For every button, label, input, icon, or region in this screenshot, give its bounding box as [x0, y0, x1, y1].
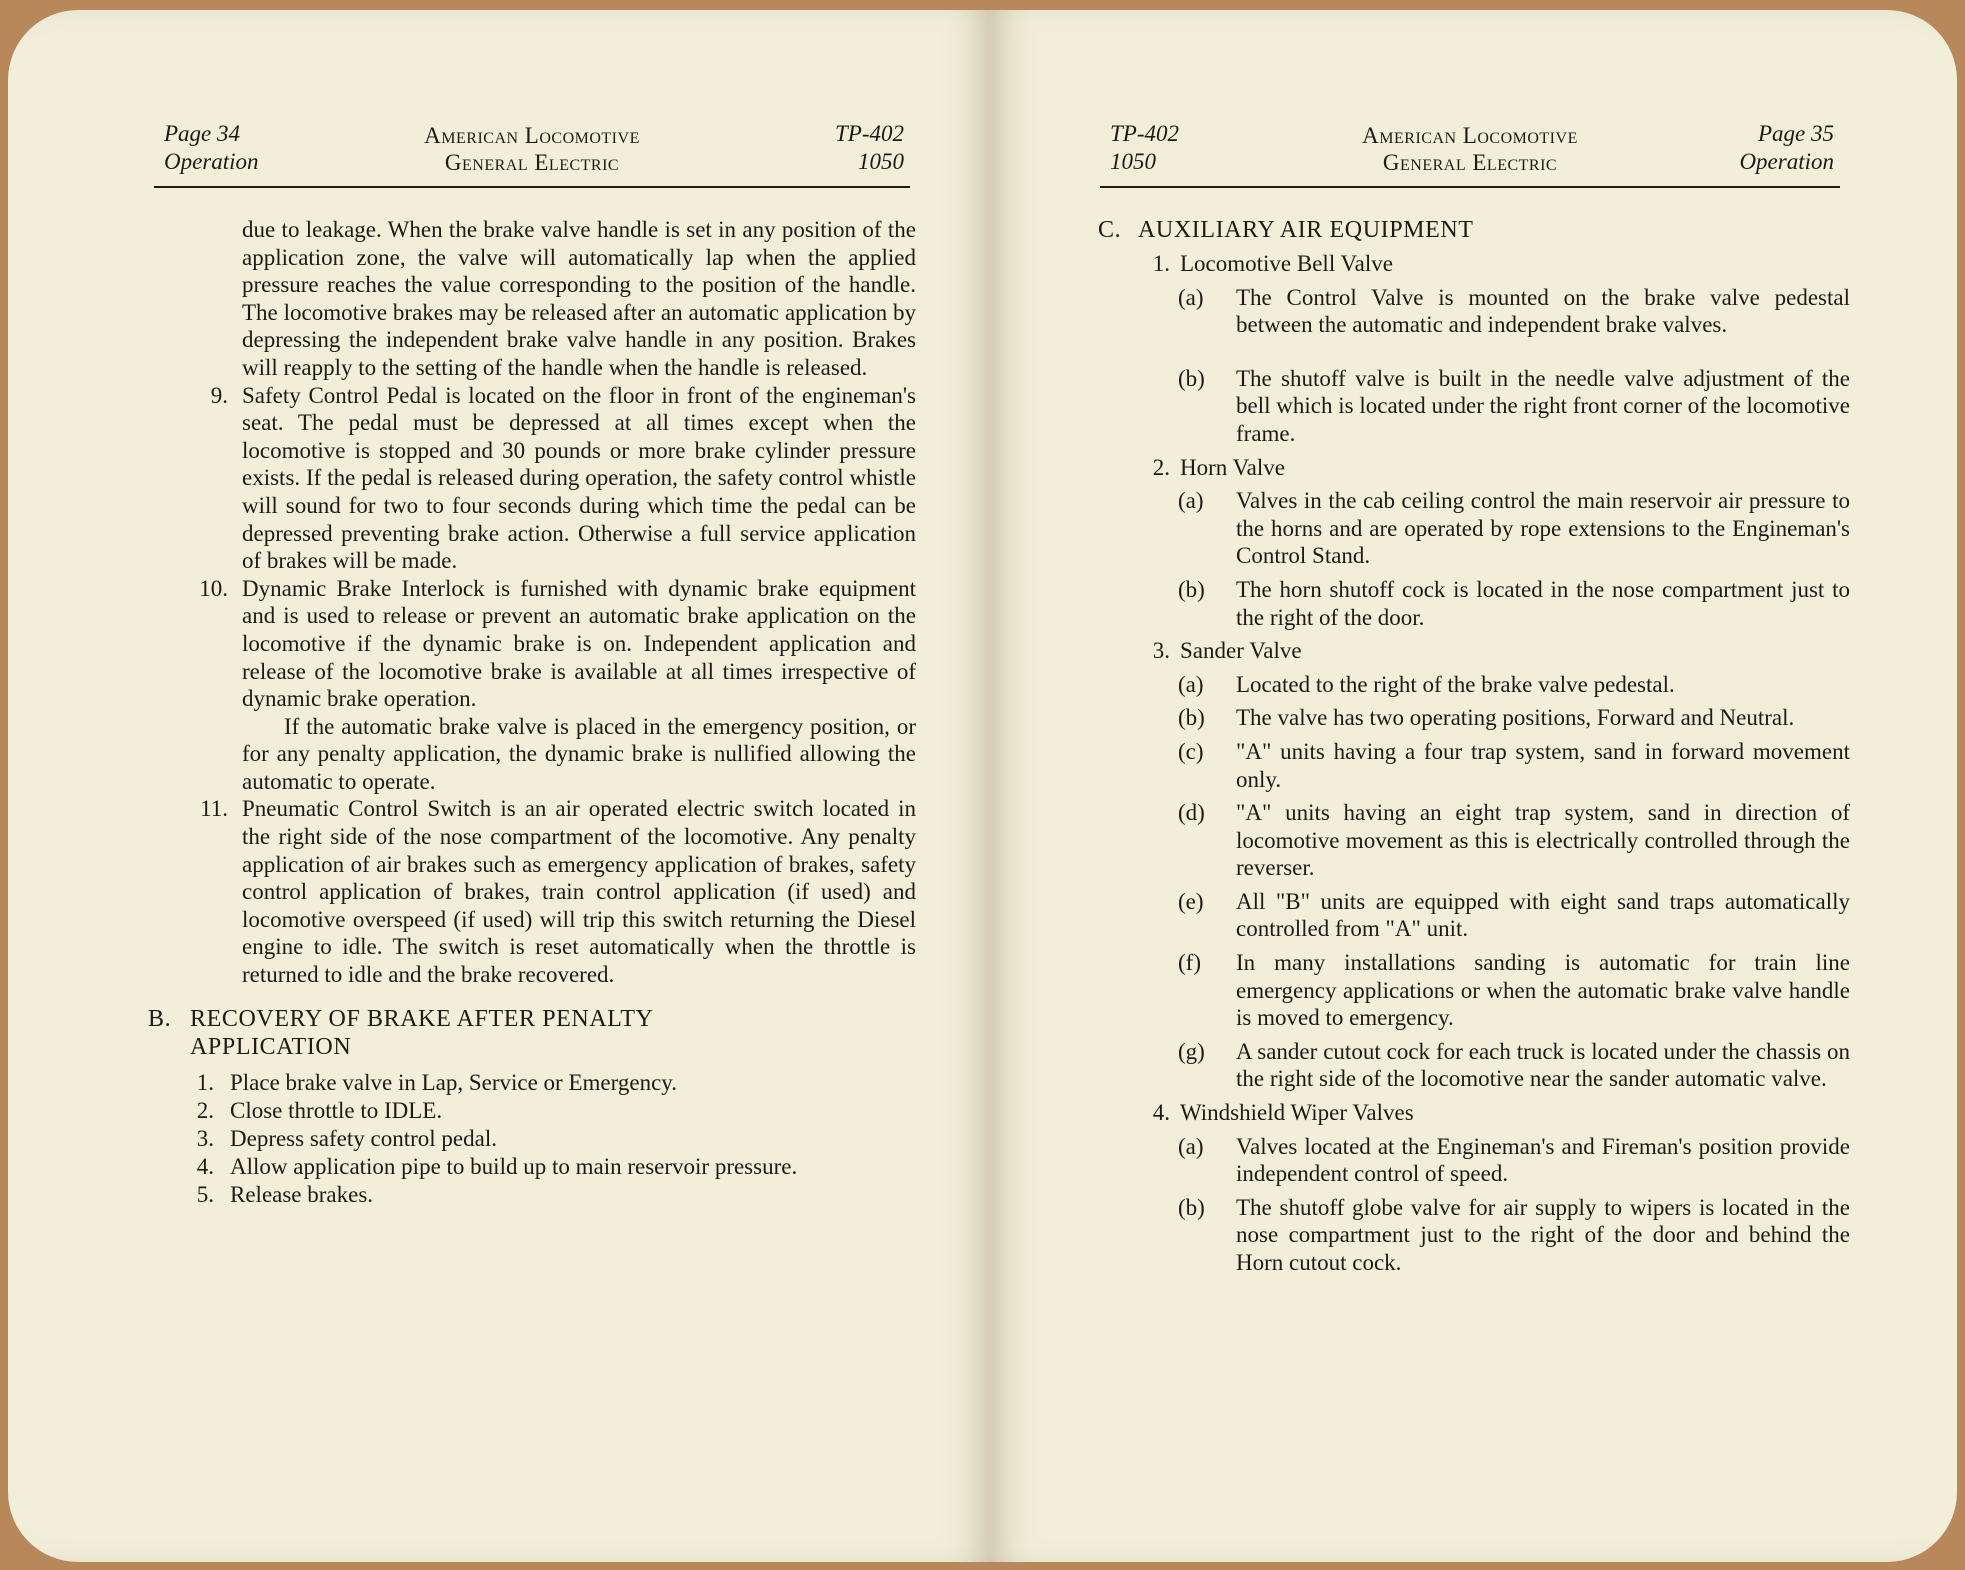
step-number: 3.	[196, 1125, 214, 1151]
right-page	[990, 10, 1957, 1562]
item-number: 2.	[1152, 454, 1170, 480]
equipment-item	[1098, 1099, 1850, 1127]
sub-item-text: In many installations sanding is automatic for train line emergency applications or when the automatic brake valve handle is moved to emergency.	[1236, 950, 1850, 1031]
item-title: Sander Valve	[1180, 638, 1302, 664]
page-number: Page 34	[164, 121, 241, 146]
sub-item-letter: (a)	[1178, 488, 1204, 514]
item-number: 11.	[200, 796, 228, 822]
sub-item-letter: (f)	[1178, 950, 1201, 976]
company-line1: American Locomotive	[424, 123, 640, 148]
item-text: Pneumatic Control Switch is an air operated electric switch located in the right side of the nose compartment of the locomotive. Any penalty application of air brakes such as emergency application of brakes, safety control application of brakes, train control application (if used) and locomotive overspeed (if used) will trip this switch returning the Diesel engine to idle. The switch is reset automatically when the throttle is returned to idle and the brake recovered.	[242, 796, 916, 988]
page-number: Page 35	[1757, 121, 1834, 146]
company-line2: General Electric	[1382, 150, 1558, 175]
equipment-item	[1098, 250, 1850, 278]
item-continuation: If the automatic brake valve is placed in the emergency position, or for any penalty application, the dynamic brake is nullified allowing the automatic to operate.	[242, 713, 916, 794]
sub-item-letter: (a)	[1178, 1133, 1204, 1159]
section-title: AUXILIARY AIR EQUIPMENT	[1138, 217, 1474, 243]
item-title: Locomotive Bell Valve	[1180, 251, 1393, 276]
list-item	[148, 382, 916, 575]
doc-id: TP-402	[1110, 121, 1179, 146]
sub-item-text: "A" units having a four trap system, sand in forward movement only.	[1236, 738, 1850, 792]
sub-item	[1098, 284, 1850, 339]
left-header-doc-info	[835, 120, 904, 176]
sub-item-letter: (b)	[1178, 1194, 1205, 1220]
sub-item-text: "A" units having an eight trap system, sand in direction of locomotive movement as this is electrically controlled through the reverser.	[1236, 800, 1850, 881]
sub-item	[1098, 365, 1850, 448]
sub-item-letter: (g)	[1178, 1038, 1205, 1064]
right-page-body	[1098, 216, 1850, 1277]
sub-item	[1098, 1194, 1850, 1277]
step-text: Depress safety control pedal.	[230, 1125, 497, 1151]
sub-item-letter: (a)	[1178, 284, 1204, 310]
sub-item-text: The shutoff globe valve for air supply to wipers is located in the nose compartment just to the right of the door and behind the Horn cutout cock.	[1236, 1194, 1850, 1275]
left-header-company	[154, 122, 910, 176]
sub-item-text: The horn shutoff cock is located in the nose compartment just to the right of the door.	[1236, 576, 1850, 630]
step-text: Place brake valve in Lap, Service or Emergency.	[230, 1069, 678, 1095]
section-label: C.	[1098, 217, 1122, 243]
step-item	[148, 1153, 916, 1181]
step-item	[148, 1097, 916, 1125]
section-title-line1: RECOVERY OF BRAKE AFTER PENALTY	[190, 1005, 654, 1032]
step-item	[148, 1125, 916, 1153]
sub-item-text: All "B" units are equipped with eight sand traps automatically controlled from "A" unit.	[1236, 888, 1850, 942]
step-text: Close throttle to IDLE.	[230, 1097, 443, 1123]
step-number: 2.	[196, 1097, 214, 1123]
doc-id: TP-402	[835, 121, 904, 146]
sub-item-letter: (b)	[1178, 365, 1205, 391]
left-page	[8, 10, 990, 1562]
sub-item	[1098, 799, 1850, 882]
section-c-heading	[1098, 216, 1850, 244]
sub-item-text: Valves in the cab ceiling control the main reservoir air pressure to the horns and are operated by rope extensions to the Engineman's Control Stand.	[1236, 488, 1850, 569]
section-title-line2: APPLICATION	[190, 1033, 352, 1060]
sub-item	[1098, 1038, 1850, 1093]
step-item	[148, 1181, 916, 1209]
left-page-body	[148, 216, 916, 1209]
sub-item	[1098, 704, 1850, 732]
sub-item-text: The valve has two operating positions, Forward and Neutral.	[1236, 705, 1795, 731]
list-item	[148, 795, 916, 988]
sub-item-letter: (e)	[1178, 888, 1204, 914]
step-text: Allow application pipe to build up to main reservoir pressure.	[230, 1153, 798, 1179]
sub-item-text: Valves located at the Engineman's and Fireman's position provide independent control of speed.	[1236, 1133, 1850, 1187]
item-number: 9.	[210, 382, 228, 408]
item-number: 10.	[199, 575, 228, 601]
sub-item-letter: (c)	[1178, 738, 1204, 764]
equipment-item	[1098, 454, 1850, 482]
sub-item	[1098, 671, 1850, 699]
left-page-header	[154, 110, 910, 188]
recovery-steps	[148, 1069, 916, 1209]
sub-item-text: The Control Valve is mounted on the brake valve pedestal between the automatic and independent brake valves.	[1236, 284, 1850, 338]
section-name: Operation	[164, 149, 259, 174]
sub-item	[1098, 576, 1850, 631]
item-number: 4.	[1152, 1100, 1170, 1126]
equipment-item	[1098, 637, 1850, 665]
right-header-page-info	[1739, 120, 1834, 176]
intro-paragraph: due to leakage. When the brake valve handle is set in any position of the application zone, the valve will automatically lap when the applied pressure reaches the value corresponding to the position of the handle. The locomotive brakes may be released after an automatic application by depressing the independent brake valve handle in any position. Brakes will reapply to the setting of the handle when the handle is released.	[242, 217, 916, 380]
sub-item-letter: (b)	[1178, 705, 1205, 731]
item-text: Dynamic Brake Interlock is furnished with dynamic brake equipment and is used to release or prevent an automatic brake application on the locomotive if the dynamic brake is on. Independent application and release of the locomotive brake is available at all times irrespective of dynamic brake operation.	[242, 575, 916, 712]
sub-item	[1098, 1133, 1850, 1188]
right-page-header	[1100, 110, 1840, 188]
sub-item	[1098, 487, 1850, 570]
step-item	[148, 1069, 916, 1097]
section-label: B.	[148, 1005, 172, 1032]
item-number: 3.	[1152, 638, 1170, 664]
list-item	[148, 575, 916, 796]
sub-item-text: Located to the right of the brake valve pedestal.	[1236, 671, 1675, 697]
item-text: Safety Control Pedal is located on the floor in front of the engineman's seat. The pedal must be depressed at all times except when the locomotive is stopped and 30 pounds or more brake cylinder pressure exists. If the pedal is released during operation, the safety control whistle will sound for two to four seconds during which time the pedal can be depressed preventing brake action. Otherwise a full service application of brakes will be made.	[242, 382, 916, 574]
section-name: Operation	[1739, 149, 1834, 174]
sub-item	[1098, 888, 1850, 943]
item-number: 1.	[1152, 251, 1170, 276]
step-text: Release brakes.	[230, 1181, 374, 1207]
sub-item-text: The shutoff valve is built in the needle valve adjustment of the bell which is located under the right front corner of the locomotive frame.	[1236, 365, 1850, 446]
item-title: Windshield Wiper Valves	[1180, 1100, 1414, 1126]
sub-item	[1098, 949, 1850, 1032]
item-title: Horn Valve	[1180, 454, 1285, 480]
sub-item-letter: (a)	[1178, 671, 1204, 697]
company-line2: General Electric	[444, 150, 620, 175]
section-b-heading	[148, 1005, 916, 1061]
step-number: 4.	[196, 1153, 214, 1179]
company-line1: American Locomotive	[1362, 123, 1578, 148]
right-header-company	[1100, 122, 1840, 176]
sub-item-letter: (b)	[1178, 576, 1205, 602]
step-number: 1.	[196, 1069, 214, 1095]
revision: 1050	[858, 149, 904, 174]
revision: 1050	[1110, 149, 1156, 174]
step-number: 5.	[196, 1181, 214, 1207]
sub-item-letter: (d)	[1178, 800, 1205, 826]
sub-item-text: A sander cutout cock for each truck is located under the chassis on the right side of the locomotive near the sander automatic valve.	[1236, 1038, 1850, 1092]
sub-item	[1098, 738, 1850, 793]
